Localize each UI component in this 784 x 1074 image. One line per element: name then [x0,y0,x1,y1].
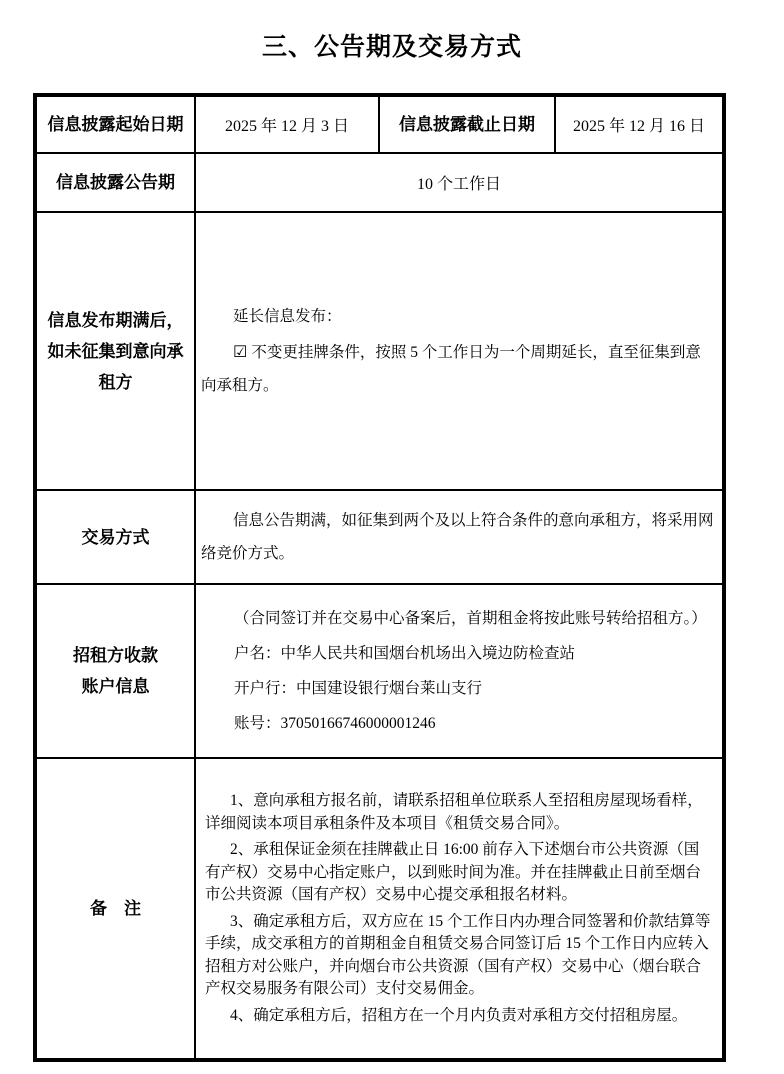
remark-item-1: 1、意向承租方报名前，请联系招租单位联系人至招租房屋现场看样，详细阅读本项目承租条件及本项目《租赁交易合同》。 [205,792,703,832]
checkbox-checked-icon: ☑ [233,344,248,361]
value-disclosure-start-date: 2025 年 12 月 3 日 [195,95,379,153]
remark-item-4: 4、确定承租方后，招租方在一个月内负责对承租方交付招租房屋。 [230,1006,688,1024]
extension-option-line [197,336,721,402]
trade-mode-text: 信息公告期满，如征集到两个及以上符合条件的意向承租方，将采用网络竞价方式。 [201,512,714,562]
row-trade-mode [35,490,724,584]
label-trade-mode: 交易方式 [35,490,195,584]
row-extension-policy [35,212,724,490]
remark-item-2: 2、承租保证金须在挂牌截止日 16:00 前存入下述烟台市公共资源（国有产权）交易中心指定账户，以到账时间为准。并在挂牌截止日前至烟台市公共资源（国有产权）交易中心提交承租报名材料。 [205,841,702,903]
remark-item-3: 3、确定承租方后，双方应在 15 个工作日内办理合同签署和价款结算等手续，成交承租方的首期租金自租赁交易合同签订后 15 个工作日内应转入招租方对公账户，并向烟台市公共资源（国有产权）交易中心（烟台联合产权交易服务有限公司）支付交易佣金。 [205,912,711,997]
label-account-info-line2: 账户信息 [81,677,150,696]
cell-account-info [195,584,724,758]
row-account-info [35,584,724,758]
value-disclosure-period: 10 个工作日 [195,153,724,212]
extension-intro-text: 延长信息发布： [233,308,342,325]
label-disclosure-start-date: 信息披露起始日期 [35,95,195,153]
label-disclosure-end-date: 信息披露截止日期 [379,95,555,153]
account-note: （合同签订并在交易中心备案后，首期租金将按此账号转给招租方。） [234,610,707,627]
value-disclosure-end-date: 2025 年 12 月 16 日 [555,95,724,153]
account-number: 账号：37050166746000001246 [234,715,436,732]
row-remarks [35,758,724,1060]
label-account-info [35,584,195,758]
label-account-info-line1: 招租方收款 [73,646,158,665]
announcement-period-table [33,93,726,1062]
label-extension-policy: 信息发布期满后，如未征集到意向承租方 [35,212,195,490]
extension-option-text: 不变更挂牌条件，按照 5 个工作日为一个周期延长，直至征集到意向承租方。 [201,344,701,394]
cell-trade-mode [195,490,724,584]
account-bank: 开户行：中国建设银行烟台莱山支行 [234,680,483,697]
row-disclosure-dates [35,95,724,153]
cell-extension-policy [195,212,724,490]
row-disclosure-period [35,153,724,212]
label-disclosure-period: 信息披露公告期 [35,153,195,212]
account-holder: 户名：中华人民共和国烟台机场出入境边防检查站 [234,645,576,662]
label-remarks: 备 注 [35,758,195,1060]
page-title: 三、公告期及交易方式 [261,33,522,61]
cell-remarks [195,758,724,1060]
